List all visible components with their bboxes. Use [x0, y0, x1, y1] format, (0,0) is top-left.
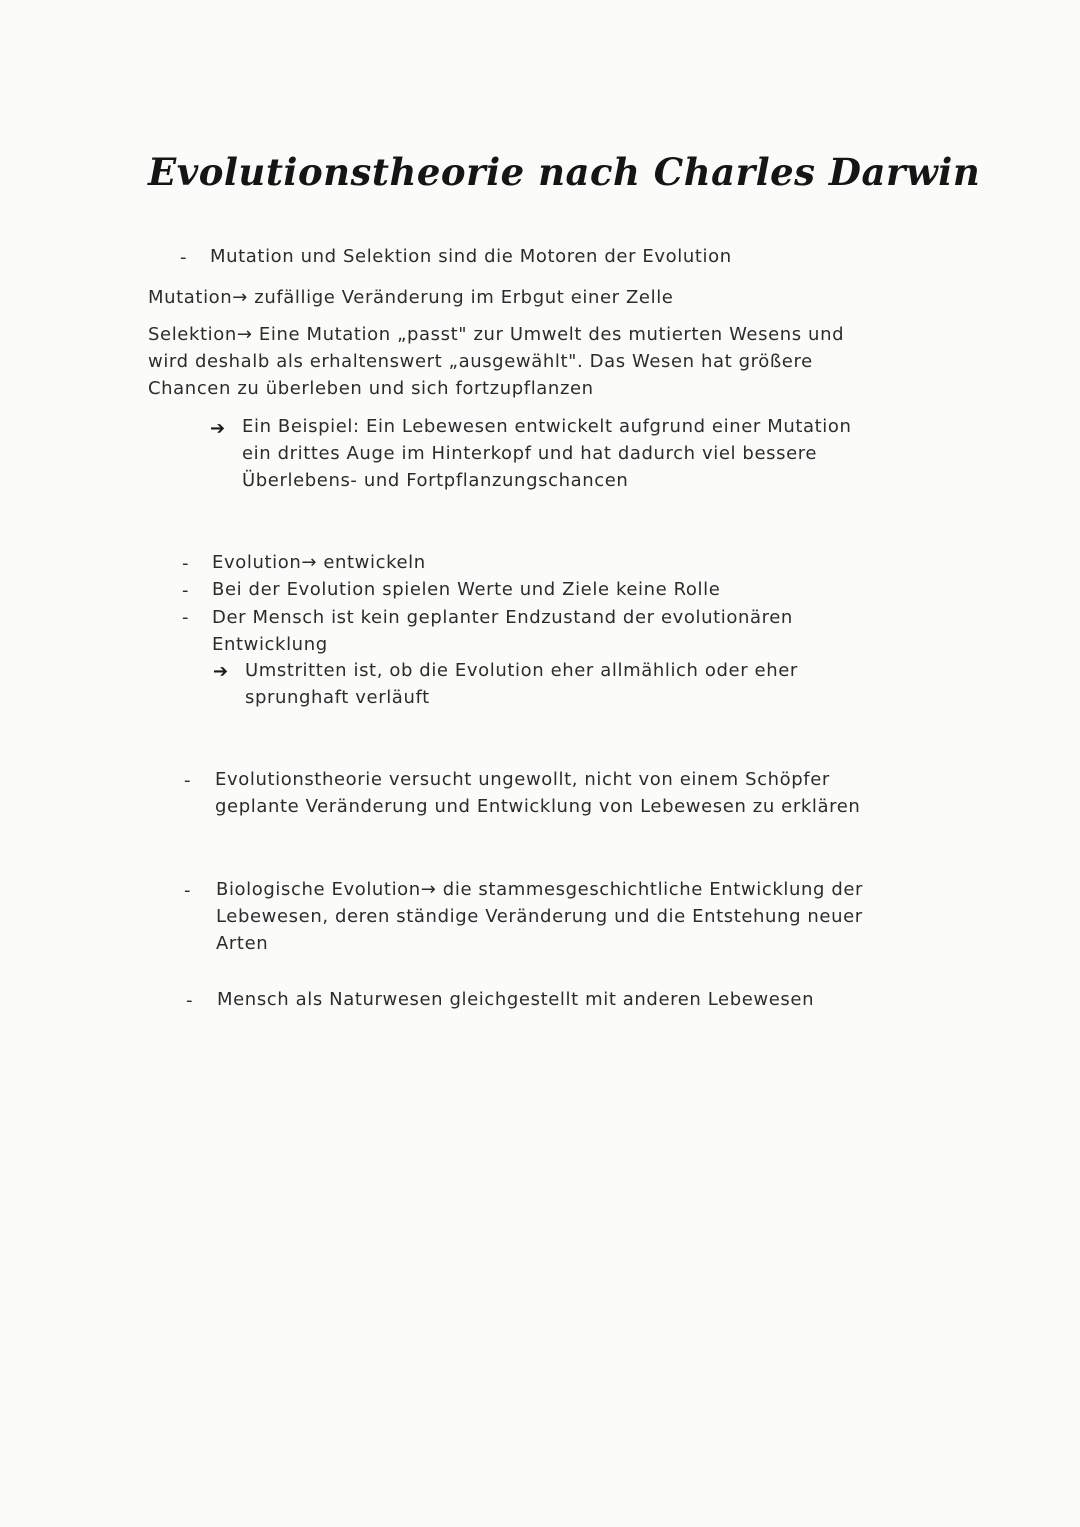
list-item: Bei der Evolution spielen Werte und Ziele keine Rolle	[212, 579, 721, 600]
list-item-line: Biologische Evolution→ die stammesgeschichtliche Entwicklung der	[216, 879, 864, 900]
bullet-dash: -	[180, 247, 187, 268]
list-item-line: Entwicklung	[212, 634, 328, 655]
example-block	[242, 413, 852, 494]
list-item: Mensch als Naturwesen gleichgestellt mit anderen Lebewesen	[217, 989, 815, 1010]
example-line: ein drittes Auge im Hinterkopf und hat dadurch viel bessere	[242, 443, 818, 464]
page-title: Evolutionstheorie nach Charles Darwin	[148, 150, 981, 194]
mutation-definition: Mutation→ zufällige Veränderung im Erbgut einer Zelle	[148, 287, 674, 308]
list-item-line: Arten	[216, 933, 269, 954]
umstritten-block	[245, 657, 798, 711]
list-item-line: Lebewesen, deren ständige Veränderung und die Entstehung neuer	[216, 906, 863, 927]
bullet-dash: -	[186, 990, 193, 1011]
list-item	[216, 876, 863, 957]
list-item-line: Der Mensch ist kein geplanter Endzustand der evolutionären	[212, 607, 793, 628]
list-item: Evolution→ entwickeln	[212, 552, 426, 573]
bullet-dash: -	[182, 553, 189, 574]
arrow-icon: ➔	[210, 418, 226, 439]
umstritten-line: Umstritten ist, ob die Evolution eher allmählich oder eher	[245, 660, 798, 681]
bullet-dash: -	[182, 607, 189, 628]
selektion-definition	[148, 321, 844, 402]
list-item-line: geplante Veränderung und Entwicklung von Lebewesen zu erklären	[215, 796, 861, 817]
selektion-line: Selektion→ Eine Mutation „passt" zur Umwelt des mutierten Wesens und	[148, 324, 845, 345]
bullet-dash: -	[184, 770, 191, 791]
example-line: Überlebens- und Fortpflanzungschancen	[242, 470, 629, 491]
list-item: Mutation und Selektion sind die Motoren der Evolution	[210, 246, 732, 267]
list-item	[215, 766, 860, 820]
list-item-line: Evolutionstheorie versucht ungewollt, nicht von einem Schöpfer	[215, 769, 830, 790]
bullet-dash: -	[184, 880, 191, 901]
list-item	[212, 604, 793, 658]
arrow-icon: ➔	[213, 661, 229, 682]
example-line: Ein Beispiel: Ein Lebewesen entwickelt aufgrund einer Mutation	[242, 416, 852, 437]
selektion-line: wird deshalb als erhaltenswert „ausgewählt". Das Wesen hat größere	[148, 351, 813, 372]
selektion-line: Chancen zu überleben und sich fortzupflanzen	[148, 378, 594, 399]
bullet-dash: -	[182, 580, 189, 601]
umstritten-line: sprunghaft verläuft	[245, 687, 430, 708]
